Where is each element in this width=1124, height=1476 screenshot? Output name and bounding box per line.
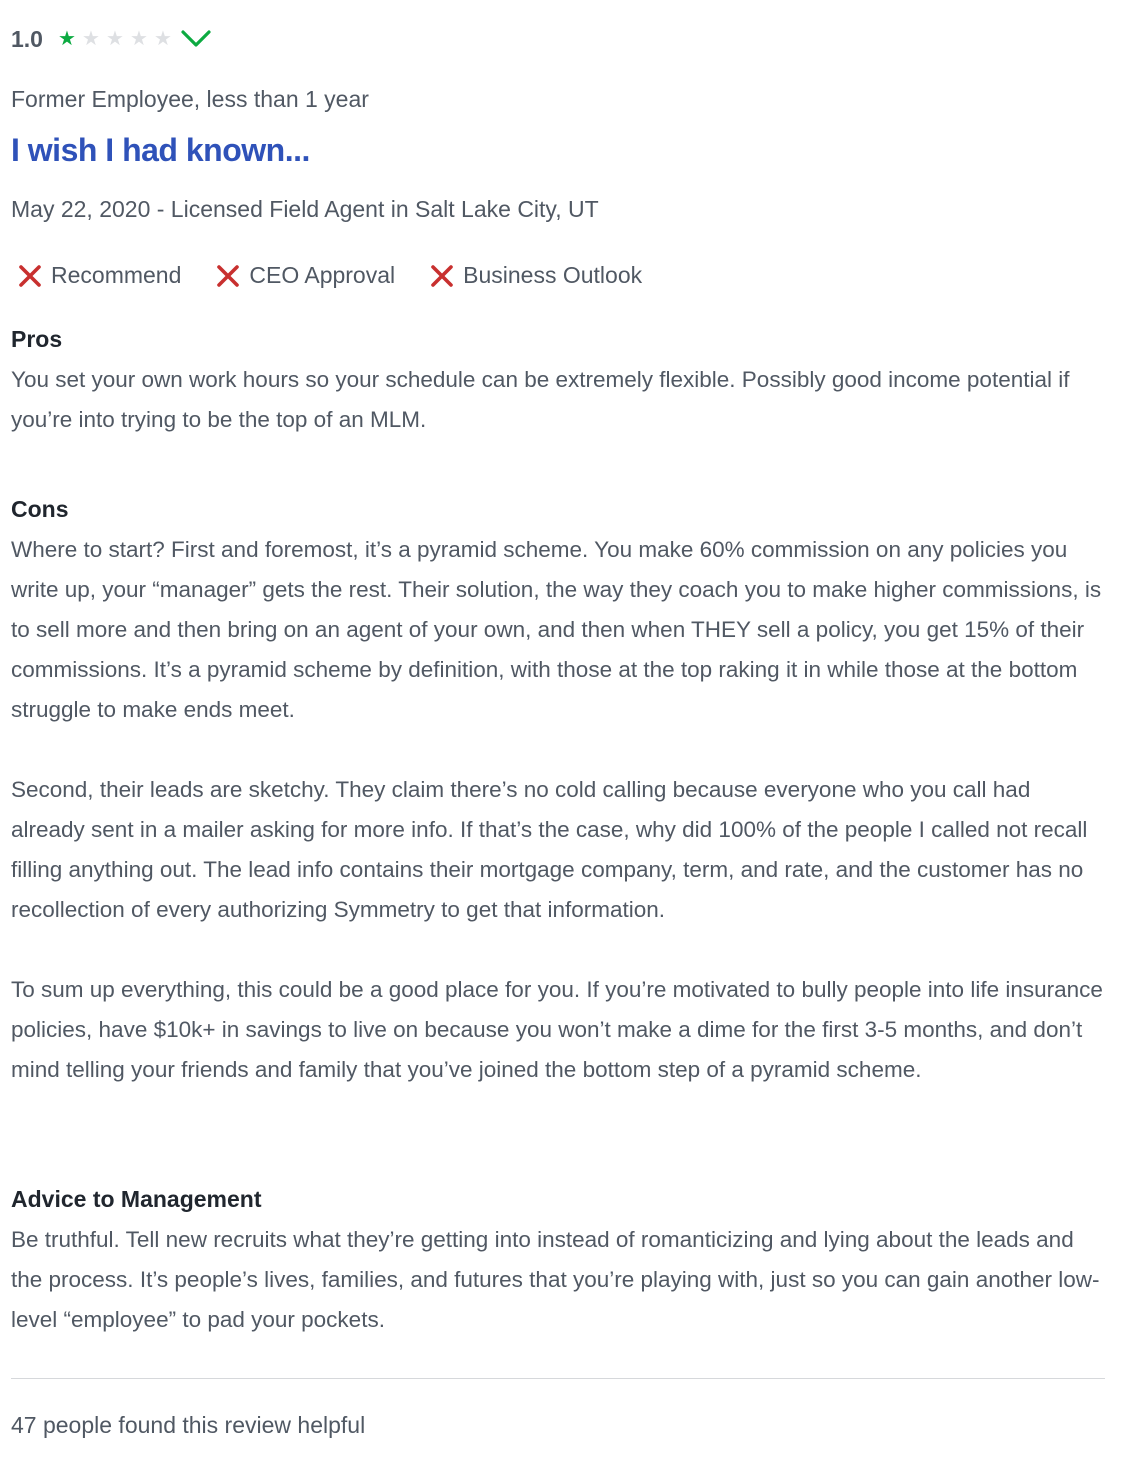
star-rating: [55, 29, 175, 49]
sub-ratings: [17, 262, 676, 289]
helpful-count: 47 people found this review helpful: [11, 1412, 366, 1438]
rating-row: [11, 24, 211, 54]
star-icon: ★: [58, 28, 76, 50]
x-icon: [215, 263, 241, 289]
rating-label: Business Outlook: [463, 262, 643, 288]
rating-recommend: [17, 262, 181, 289]
rating-label: Recommend: [51, 262, 182, 288]
rating-ceo-approval: [215, 262, 395, 289]
advice-heading: Advice to Management: [11, 1186, 262, 1212]
x-icon: [429, 263, 455, 289]
star-icon: ★: [130, 28, 148, 50]
divider: [11, 1378, 1105, 1379]
pros-heading: Pros: [11, 326, 63, 352]
x-icon: [17, 263, 43, 289]
star-icon: ★: [82, 28, 100, 50]
cons-heading: Cons: [11, 496, 69, 522]
star-icon: ★: [154, 28, 172, 50]
review-meta: May 22, 2020 - Licensed Field Agent in Salt Lake City, UT: [11, 196, 599, 222]
chevron-down-icon[interactable]: [181, 28, 211, 50]
rating-label: CEO Approval: [249, 262, 396, 288]
rating-business-outlook: [429, 262, 642, 289]
review-title-link[interactable]: I wish I had known...: [11, 132, 310, 168]
advice-body: Be truthful. Tell new recruits what they’re getting into instead of romanticizing and lying about the leads and the process. It’s people’s lives, families, and futures that you’re playing with, just so you can gain another low-level “employee” to pad your pockets.: [11, 1227, 1100, 1332]
cons-body: Where to start? First and foremost, it’s a pyramid scheme. You make 60% commission on any policies you write up, your “manager” gets the rest. Their solution, the way they coach you to make higher commissions, is to sell more and then bring on an agent of your own, and then when THEY sell a policy, you get 15% of their commissions. It’s a pyramid scheme by definition, with those at the top raking it in while those at the bottom struggle to make ends meet. Second, their leads are sketchy. They claim there’s no cold calling because everyone who you call had already sent in a mailer asking for more info. If that’s the case, why did 100% of the people I called not recall filling anything out. The lead info contains their mortgage company, term, and rate, and the customer has no recollection of every authorizing Symmetry to get that information. To sum up everything, this could be a good place for you. If you’re motivated to bully people into life insurance policies, have $10k+ in savings to live on because you won’t make a dime for the first 3-5 months, and don’t mind telling your friends and family that you’ve joined the bottom step of a pyramid scheme.: [11, 537, 1103, 1082]
rating-value: 1.0: [11, 25, 43, 52]
star-icon: ★: [106, 28, 124, 50]
pros-body: You set your own work hours so your schedule can be extremely flexible. Possibly good income potential if you’re into trying to be the top of an MLM.: [11, 367, 1070, 432]
employee-status: Former Employee, less than 1 year: [11, 86, 369, 112]
